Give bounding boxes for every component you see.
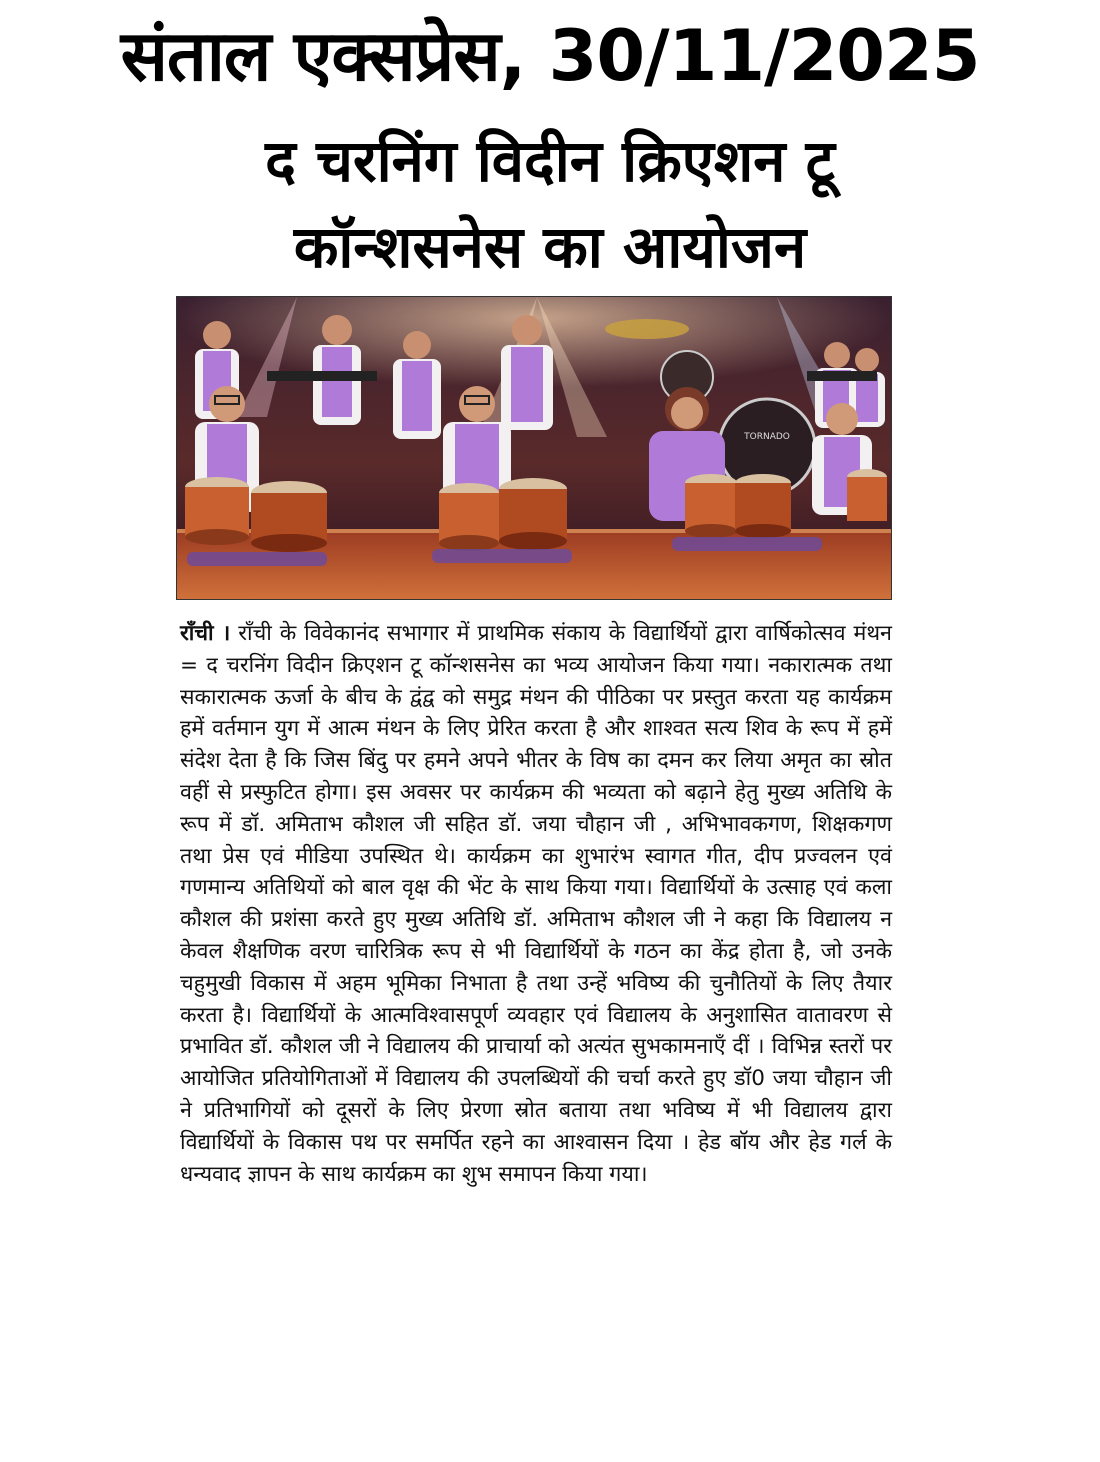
event-photo bbox=[176, 296, 892, 600]
article-dateline: राँची । bbox=[180, 621, 231, 646]
article-text: राँची के विवेकानंद सभागार में प्राथमिक संकाय के विद्यार्थियों द्वारा वार्षिकोत्सव मंथन = द चरनिंग विदीन क्रिएशन टू कॉन्शसनेस का भव्य आयोजन किया गया। नकारात्मक तथा सकारात्मक ऊर्जा के बीच के द्वंद्व को समुद्र मंथन की पीठिका पर प्रस्तुत करता यह कार्यक्रम हमें वर्तमान युग में आत्म मंथन के लिए प्रेरित करता है और शाश्वत सत्य शिव के रूप में हमें संदेश देता है कि जिस बिंदु पर हमने अपने भीतर के विष का दमन कर लिया अमृत का स्रोत वहीं से प्रस्फुटित होगा। इस अवसर पर कार्यक्रम की भव्यता को बढ़ाने हेतु मुख्य अतिथि के रूप में डॉ. अमिताभ कौशल जी सहित डॉ. जया चौहान जी , अभिभावकगण, शिक्षकगण तथा प्रेस एवं मीडिया उपस्थित थे। कार्यक्रम का शुभारंभ स्वागत गीत, दीप प्रज्वलन एवं गणमान्य अतिथियों को बाल वृक्ष की भेंट के साथ किया गया। विद्यार्थियों के उत्साह एवं कला कौशल की प्रशंसा करते हुए मुख्य अतिथि डॉ. अमिताभ कौशल जी ने कहा कि विद्यालय न केवल शैक्षणिक वरण चारित्रिक रूप से भी विद्यार्थियों के गठन का केंद्र होता है, जो उनके चहुमुखी विकास में अहम भूमिका निभाता है तथा उन्हें भविष्य की चुनौतियों के लिए तैयार करता है। विद्यार्थियों के आत्मविश्वासपूर्ण व्यवहार एवं विद्यालय के अनुशासित वातावरण से प्रभावित डॉ. कौशल जी ने विद्यालय की प्राचार्या को अत्यंत सुभकामनाएँ दीं । विभिन्न स्तरों पर आयोजित प्रतियोगिताओं में विद्यालय की उपलब्धियों की चर्चा करते हुए डॉ0 जया चौहान जी ने प्रतिभागियों को दूसरों के लिए प्रेरणा स्रोत बताया तथा भविष्य में भी विद्यालय द्वारा विद्यार्थियों के विकास पथ पर समर्पित रहने का आश्वासन दिया । हेड बॉय और हेड गर्ल के धन्यवाद ज्ञापन के साथ कार्यक्रम का शुभ समापन किया गया। bbox=[180, 621, 892, 1187]
keyboard bbox=[267, 371, 377, 381]
headline-line-1: द चरनिंग विदीन क्रिएशन टू bbox=[265, 127, 835, 195]
article-headline bbox=[100, 118, 1000, 290]
headline-line-2: कॉन्शसनेस का आयोजन bbox=[293, 213, 807, 281]
article-body bbox=[180, 618, 892, 1190]
drum-brand-label: TORNADO bbox=[744, 432, 790, 442]
newspaper-masthead: संताल एक्सप्रेस, 30/11/2025 bbox=[120, 15, 980, 97]
